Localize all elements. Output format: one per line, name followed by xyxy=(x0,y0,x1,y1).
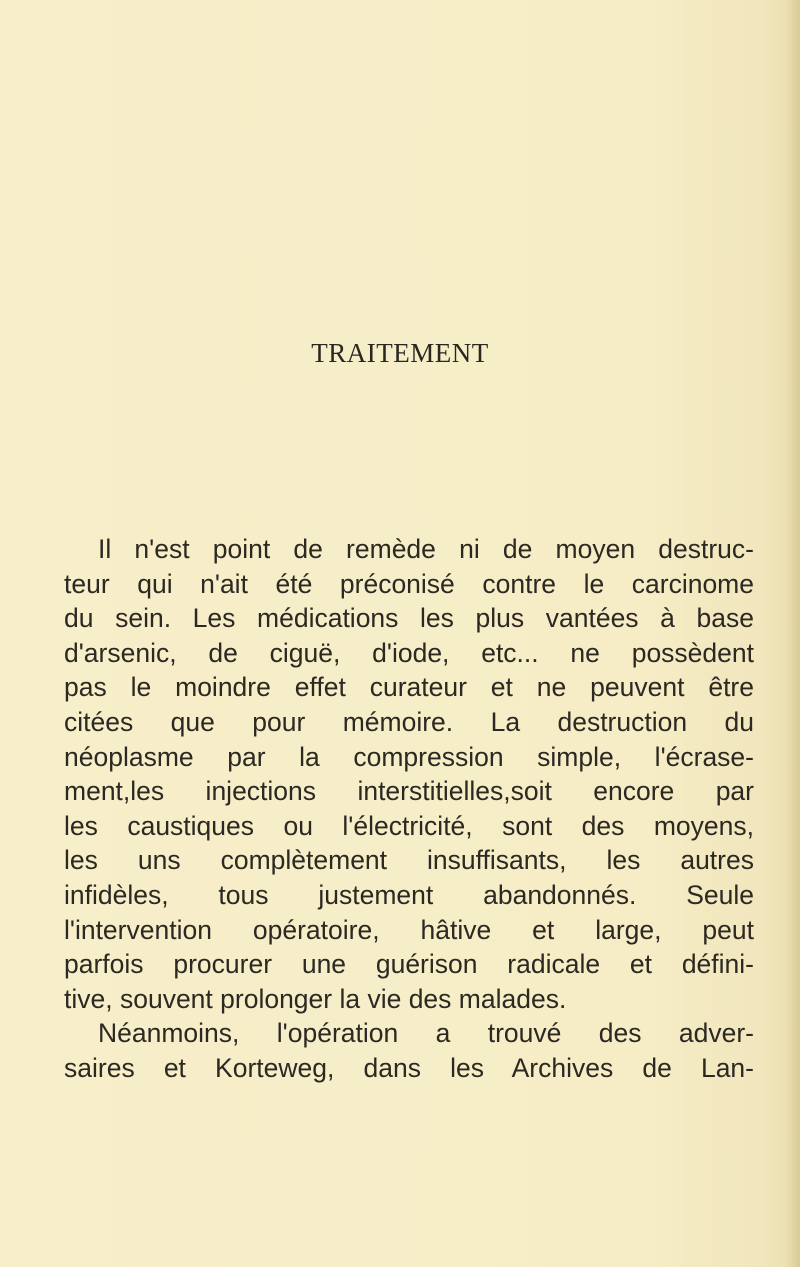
text-line: les uns complètement insuffisants, les autres xyxy=(64,845,754,876)
text-line: d'arsenic, de ciguë, d'iode, etc... ne possèdent xyxy=(64,637,754,668)
text-line: teur qui n'ait été préconisé contre le carcinome xyxy=(64,568,754,599)
text-line: saires et Korteweg, dans les Archives de Lan- xyxy=(64,1052,754,1083)
text-line: Il n'est point de remède ni de moyen destruc- xyxy=(98,534,754,564)
text-line: Néanmoins, l'opération a trouvé des adver- xyxy=(98,1018,754,1049)
text-line: infidèles, tous justement abandonnés. Seule xyxy=(64,879,754,910)
page-edge xyxy=(786,0,800,1267)
text-line: pas le moindre effet curateur et ne peuvent être xyxy=(64,672,754,703)
text-line: citées que pour mémoire. La destruction du xyxy=(64,706,754,737)
text-line: l'intervention opératoire, hâtive et large, peut xyxy=(64,914,754,945)
body-text xyxy=(64,532,754,1086)
text-line: les caustiques ou l'électricité, sont des moyens, xyxy=(64,810,754,841)
text-line: néoplasme par la compression simple, l'écrase- xyxy=(64,741,754,772)
text-line: du sein. Les médications les plus vantées à base xyxy=(64,603,754,634)
text-line: tive, souvent prolonger la vie des malades. xyxy=(64,983,567,1014)
text-line: parfois procurer une guérison radicale et défini- xyxy=(64,949,754,980)
text-line: ment,les injections interstitielles,soit encore par xyxy=(64,776,754,807)
chapter-title: TRAITEMENT xyxy=(311,338,489,368)
